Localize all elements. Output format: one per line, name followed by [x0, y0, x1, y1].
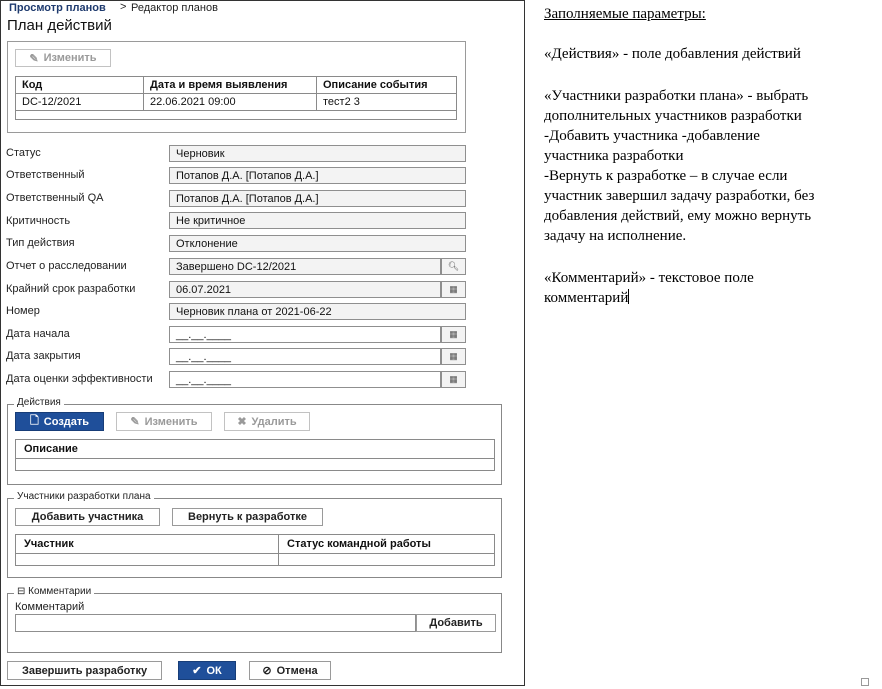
events-table [15, 76, 457, 120]
events-edit-button[interactable] [15, 49, 111, 67]
cancel-icon: ⊘ [262, 665, 272, 677]
create-action-label: Создать [43, 415, 90, 428]
criticality-label: Критичность [6, 215, 71, 227]
participants-legend: Участники разработки плана [14, 491, 154, 502]
table-row[interactable] [16, 94, 457, 111]
column-header-detect-date[interactable]: Дата и время выявления [144, 77, 317, 94]
add-participant-button[interactable] [15, 508, 160, 526]
cell-event-description: тест2 3 [317, 94, 457, 111]
effectiveness-date-label: Дата оценки эффективности [6, 373, 153, 385]
notes-line: дополнительных участников разработки [544, 108, 802, 124]
finish-development-label: Завершить разработку [21, 664, 148, 677]
text-cursor [628, 289, 629, 304]
table-header-row [16, 535, 495, 554]
breadcrumb-current: Редактор планов [131, 2, 218, 14]
actions-legend: Действия [14, 397, 64, 408]
start-date-label: Дата начала [6, 328, 70, 340]
return-to-development-label: Вернуть к разработке [188, 511, 307, 523]
table-header-row [16, 77, 457, 94]
notes-last-line [544, 288, 629, 308]
notes-line: «Участники разработки плана» - выбрать [544, 88, 809, 104]
edit-action-button[interactable] [116, 412, 212, 431]
cancel-button[interactable] [249, 661, 331, 680]
notes-line: -Вернуть к разработке – в случае если [544, 168, 788, 184]
notes-line: участника разработки [544, 148, 684, 164]
responsible-field[interactable]: Потапов Д.А. [Потапов Д.А.] [169, 167, 466, 184]
pencil-icon: ✎ [130, 416, 140, 428]
start-date-field[interactable]: __.__.____ [169, 326, 441, 343]
deadline-label: Крайний срок разработки [6, 283, 136, 295]
resize-handle[interactable] [861, 678, 869, 686]
number-label: Номер [6, 305, 40, 317]
notes-line: участник завершил задачу разработки, без [544, 188, 815, 204]
notes-line: комментарий [544, 290, 629, 306]
return-to-development-button[interactable] [172, 508, 323, 526]
search-icon[interactable]: 🔍︎ [441, 258, 466, 275]
close-icon: ✖ [237, 416, 247, 428]
close-date-field[interactable]: __.__.____ [169, 348, 441, 365]
column-header-code[interactable]: Код [16, 77, 144, 94]
column-header-team-status[interactable]: Статус командной работы [279, 535, 495, 554]
pencil-icon: ✎ [29, 52, 39, 65]
responsible-qa-label: Ответственный QA [6, 192, 104, 204]
delete-action-label: Удалить [251, 415, 297, 428]
actions-table [15, 439, 495, 471]
notes-line: добавления действий, ему можно вернуть [544, 208, 812, 224]
notes-heading: Заполняемые параметры: [544, 6, 706, 22]
add-participant-label: Добавить участника [31, 511, 144, 523]
status-label: Статус [6, 147, 41, 159]
responsible-qa-field[interactable]: Потапов Д.А. [Потапов Д.А.] [169, 190, 466, 207]
close-date-label: Дата закрытия [6, 350, 81, 362]
delete-action-button[interactable] [224, 412, 310, 431]
participants-table [15, 534, 495, 566]
deadline-field[interactable]: 06.07.2021 [169, 281, 441, 298]
column-header-participant[interactable]: Участник [16, 535, 279, 554]
collapse-icon[interactable]: ⊟ [17, 586, 26, 597]
events-edit-label: Изменить [43, 52, 97, 64]
number-field[interactable]: Черновик плана от 2021-06-22 [169, 303, 466, 320]
cancel-label: Отмена [276, 664, 318, 677]
table-row-empty [16, 111, 457, 120]
edit-action-label: Изменить [144, 415, 198, 428]
cell-code: DC-12/2021 [16, 94, 144, 111]
notes-line: «Комментарий» - текстовое поле [544, 270, 754, 286]
page-title: План действий [7, 17, 112, 34]
calendar-icon[interactable]: ▦ [441, 348, 466, 365]
add-comment-button[interactable] [416, 614, 496, 632]
document-icon: 🗋 [29, 415, 39, 427]
investigation-report-label: Отчет о расследовании [6, 260, 127, 272]
notes-line: -Добавить участника -добавление [544, 128, 760, 144]
notes-line: задачу на исполнение. [544, 228, 687, 244]
table-header-row [16, 440, 495, 459]
status-field: Черновик [169, 145, 466, 162]
investigation-report-field[interactable]: Завершено DC-12/2021 [169, 258, 441, 275]
notes-line: «Действия» - поле добавления действий [544, 46, 801, 62]
calendar-icon[interactable]: ▦ [441, 326, 466, 343]
breadcrumb-parent-link[interactable]: Просмотр планов [9, 2, 106, 14]
comments-legend-label: Комментарии [28, 586, 92, 597]
calendar-icon[interactable]: ▦ [441, 281, 466, 298]
table-row-empty [16, 459, 495, 471]
column-header-description[interactable]: Описание [16, 440, 495, 459]
calendar-icon[interactable]: ▦ [441, 371, 466, 388]
comment-input[interactable] [15, 614, 416, 632]
breadcrumb-separator: > [120, 1, 127, 13]
criticality-field[interactable]: Не критичное [169, 212, 466, 229]
comments-legend[interactable] [14, 586, 94, 597]
finish-development-button[interactable] [7, 661, 162, 680]
effectiveness-date-field[interactable]: __.__.____ [169, 371, 441, 388]
add-comment-label: Добавить [429, 617, 483, 629]
create-action-button[interactable] [15, 412, 104, 431]
cell-detect-date: 22.06.2021 09:00 [144, 94, 317, 111]
comment-field-label: Комментарий [15, 601, 85, 613]
column-header-event-description[interactable]: Описание события [317, 77, 457, 94]
action-type-label: Тип действия [6, 237, 75, 249]
responsible-label: Ответственный [6, 169, 85, 181]
ok-label: ОК [206, 664, 222, 677]
ok-button[interactable] [178, 661, 236, 680]
table-row-empty [16, 554, 495, 566]
action-type-field[interactable]: Отклонение [169, 235, 466, 252]
check-icon: ✔ [192, 665, 202, 677]
